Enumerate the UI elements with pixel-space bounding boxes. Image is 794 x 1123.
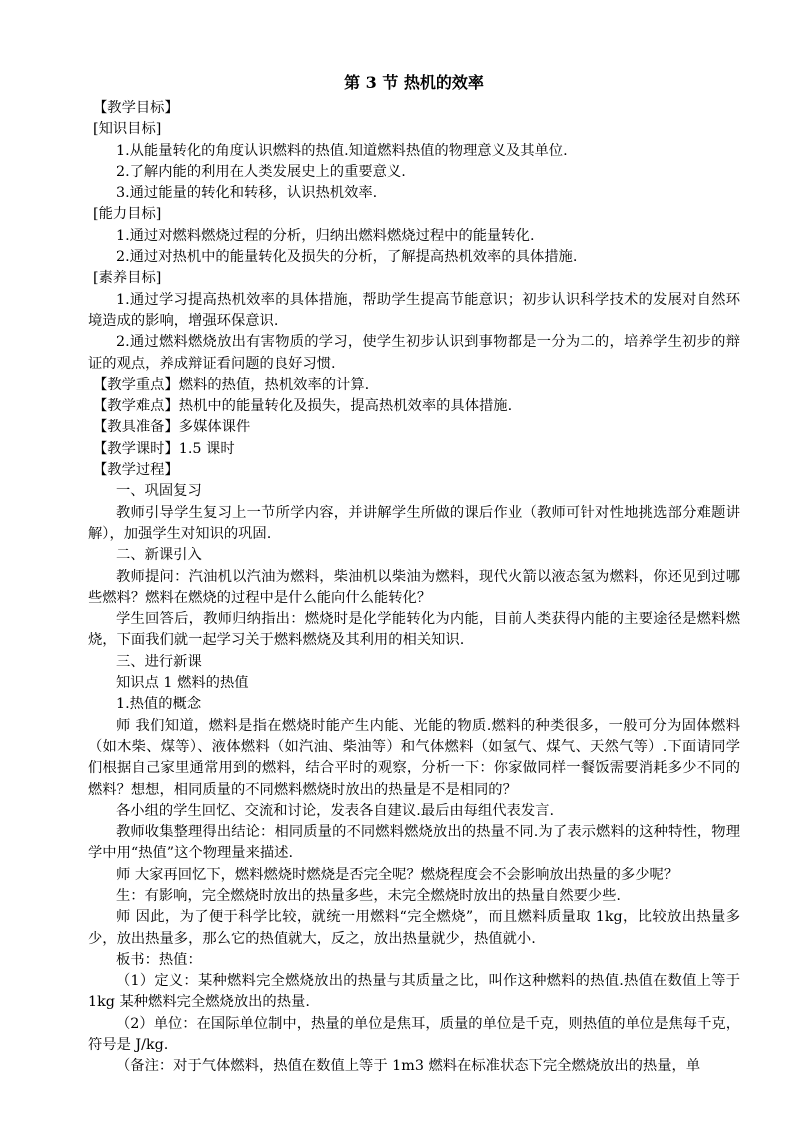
paragraph: 教师提问：汽油机以汽油为燃料，柴油机以柴油为燃料，现代火箭以液态氢为燃料，你还见到过哪些燃料？燃料在燃烧的过程中是什么能向什么能转化？ <box>88 568 740 606</box>
paragraph: 1.通过学习提高热机效率的具体措施，帮助学生提高节能意识；初步认识科学技术的发展对自然环境造成的影响，增强环保意识. <box>88 291 740 329</box>
text-line: （备注：对于气体燃料，热值在数值上等于 1m3 燃料在标准状态下完全燃烧放出的热量，单 <box>116 1058 701 1075</box>
document-page <box>88 70 740 1078</box>
section-heading: 【教学过程】 <box>93 462 179 479</box>
text-line: 2.通过对热机中的能量转化及损失的分析，了解提高热机效率的具体措施. <box>116 249 578 266</box>
text-line: 1.从能量转化的角度认识燃料的热值.知道燃料热值的物理意义及其单位. <box>116 142 568 159</box>
section-heading: 【教学目标】 <box>93 100 179 116</box>
paragraph: 学生回答后，教师归纳指出：燃烧时是化学能转化为内能，目前人类获得内能的主要途径是燃料燃烧，下面我们就一起学习关于燃料燃烧及其利用的相关知识. <box>88 611 740 649</box>
section-heading: 【教具准备】多媒体课件 <box>93 419 251 436</box>
paragraph: 教师收集整理得出结论：相同质量的不同燃料燃烧放出的热量不同.为了表示燃料的这种特性，物理学中用“热值”这个物理量来描述. <box>88 824 740 862</box>
subheading: 三、进行新课 <box>116 653 202 670</box>
paragraph: 师 因此，为了便于科学比较，就统一用燃料“完全燃烧”，而且燃料质量取 1kg，比较放出热量多少，放出热量多，那么它的热值就大，反之，放出热量就少，热值就小. <box>88 909 740 947</box>
text-line: 师 大家再回忆下，燃料燃烧时燃烧是否完全呢？燃烧程度会不会影响放出热量的多少呢？ <box>116 866 679 883</box>
text-line: 生：有影响，完全燃烧时放出的热量多些，未完全燃烧时放出的热量自然要少些. <box>116 887 621 904</box>
paragraph: 教师引导学生复习上一节所学内容，并讲解学生所做的课后作业（教师可针对性地挑选部分难题讲解），加强学生对知识的巩固. <box>88 504 740 542</box>
paragraph: （2）单位：在国际单位制中，热量的单位是焦耳，质量的单位是千克，则热值的单位是焦每千克，符号是 J/kg. <box>88 1015 740 1054</box>
section-heading: 【教学重点】燃料的热值，热机效率的计算. <box>93 376 370 393</box>
text-line: 板书：热值： <box>116 951 202 968</box>
text-line: 2.了解内能的利用在人类发展史上的重要意义. <box>116 163 406 180</box>
subheading: 二、新课引入 <box>116 547 202 564</box>
subheading: 1.热值的概念 <box>116 696 202 713</box>
subheading: 一、巩固复习 <box>116 483 202 500</box>
text-line: 各小组的学生回忆、交流和讨论，发表各自建议.最后由每组代表发言. <box>116 802 554 819</box>
paragraph: 2.通过燃料燃烧放出有害物质的学习，使学生初步认识到事物都是一分为二的，培养学生初步的辩证的观点，养成辩证看问题的良好习惯. <box>88 334 740 372</box>
text-line: 3.通过能量的转化和转移，认识热机效率. <box>116 185 378 202</box>
section-heading: 【教学课时】1.5 课时 <box>93 440 235 457</box>
subheading: [能力目标] <box>93 206 162 223</box>
subheading: [知识目标] <box>93 121 162 138</box>
subheading: 知识点 1 燃料的热值 <box>116 675 249 692</box>
paragraph: 师 我们知道，燃料是指在燃烧时能产生内能、光能的物质.燃料的种类很多，一般可分为固体燃料（如木柴、煤等）、液体燃料（如汽油、柴油等）和气体燃料（如氢气、煤气、天然气等）.下面请同学们根据自己家里通常用到的燃料，结合平时的观察，分析一下：你家做同样一餐饭需要消耗多少不同的燃料？想想，相同质量的不同燃料燃烧时放出的热量是不是相同的？ <box>88 717 740 798</box>
section-heading: 【教学难点】热机中的能量转化及损失，提高热机效率的具体措施. <box>93 398 513 415</box>
paragraph: （1）定义：某种燃料完全燃烧放出的热量与其质量之比，叫作这种燃料的热值.热值在数值上等于 1kg 某种燃料完全燃烧放出的热量. <box>88 973 740 1011</box>
text-line: 1.通过对燃料燃烧过程的分析，归纳出燃料燃烧过程中的能量转化. <box>116 227 535 244</box>
subheading: [素养目标] <box>93 270 162 287</box>
page-title: 第 3 节 热机的效率 <box>344 73 484 92</box>
